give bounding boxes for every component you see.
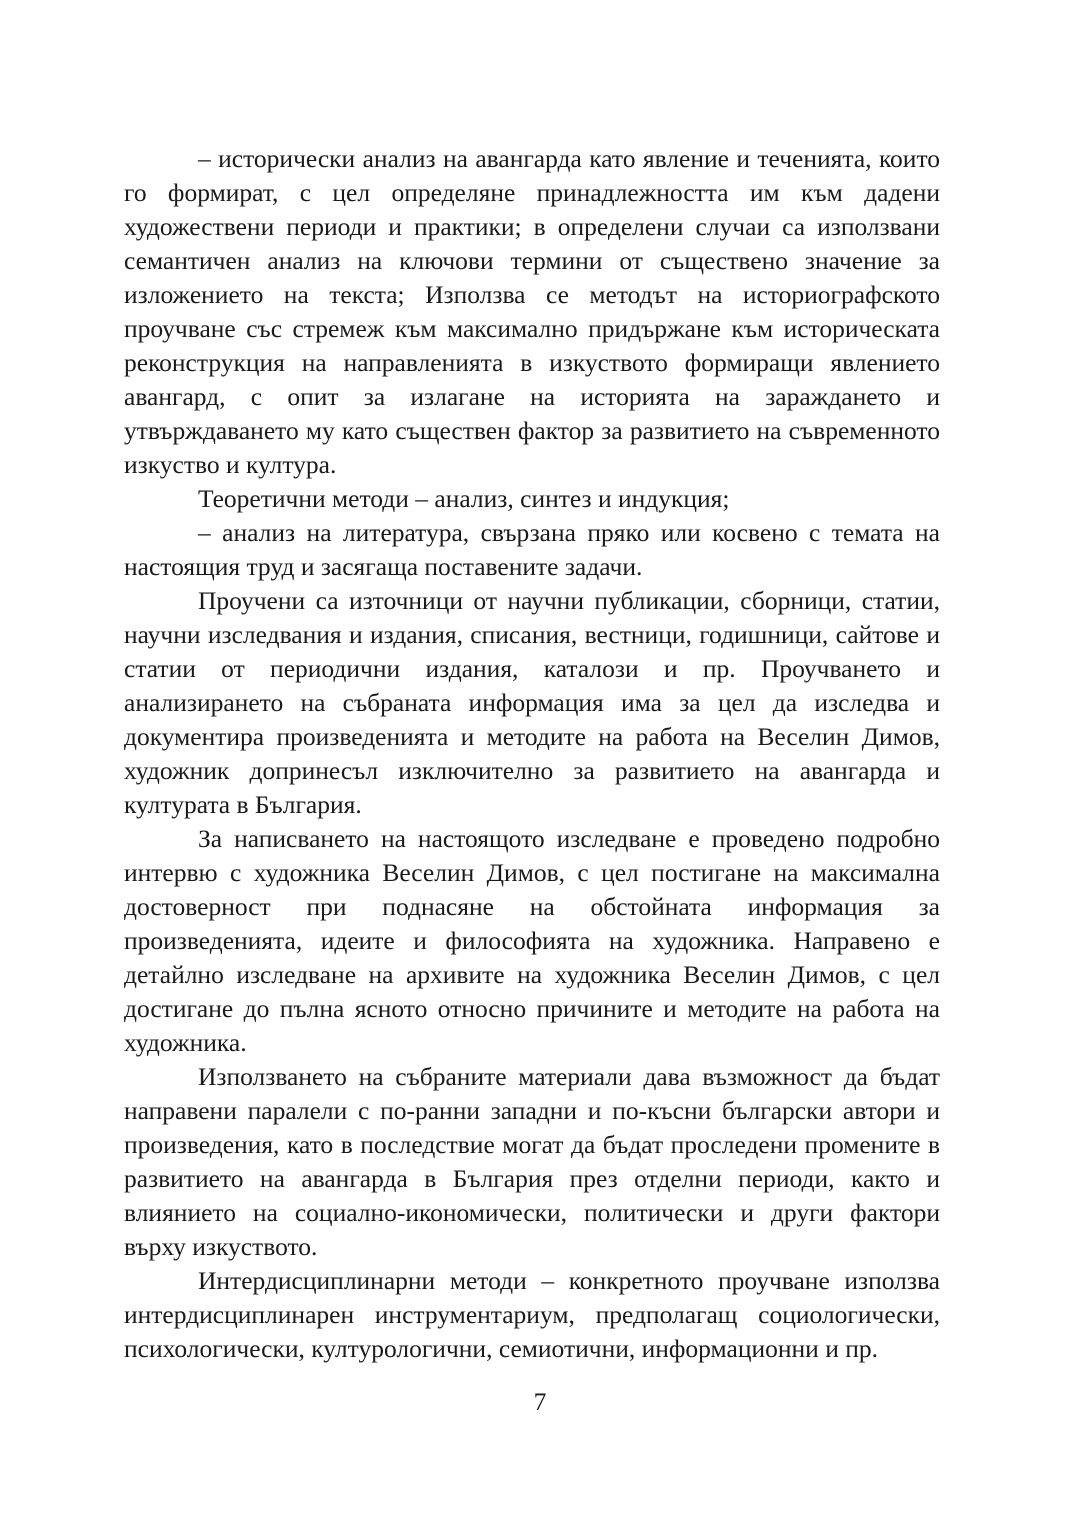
paragraph-literature-analysis: – анализ на литература, свързана пряко или косвено с темата на настоящия труд и засягаща поставените задачи. [124, 518, 940, 581]
page-body [124, 142, 940, 1366]
paragraph-materials-use: Използването на събраните материали дава възможност да бъдат направени паралели с по-ранни западни и по-късни български автори и произведения, като в последствие могат да бъдат проследени промените в развитието на авангарда в България през отделни периоди, както и влиянието на социално-икономически, политически и други фактори върху изкуството. [124, 1062, 940, 1261]
paragraph-historical-analysis: – исторически анализ на авангарда като явление и теченията, които го формират, с цел определяне принадлежността им към дадени художествени периоди и практики; в определени случаи са използвани семантичен анализ на ключови термини от съществено значение за изложението на текста; Използва се методът на историографското проучване със стремеж към максимално придържане към историческата реконструкция на направленията в изкуството формиращи явлението авангард, с опит за излагане на историята на зараждането и утвърждаването му като съществен фактор за развитието на съвременното изкуство и култура. [124, 144, 940, 479]
paragraph-theoretical-methods: Теоретични методи – анализ, синтез и индукция; [198, 484, 730, 513]
paragraph-interdisciplinary-methods: Интердисциплинарни методи – конкретното проучване използва интердисциплинарен инструментариум, предполагащ социологически, психологически, културологични, семиотични, информационни и пр. [124, 1266, 940, 1363]
paragraph-interview: За написването на настоящото изследване е проведено подробно интервю с художника Веселин Димов, с цел постигане на максимална достоверност при поднасяне на обстойната информация за произведенията, идеите и философията на художника. Направено е детайлно изследване на архивите на художника Веселин Димов, с цел достигане до пълна ясното относно причините и методите на работа на художника. [124, 824, 940, 1057]
paragraph-sources-studied: Проучени са източници от научни публикации, сборници, статии, научни изследвания и издания, списания, вестници, годишници, сайтове и статии от периодични издания, каталози и пр. Проучването и анализирането на събраната информация има за цел да изследва и документира произведенията и методите на работа на Веселин Димов, художник допринесъл изключително за развитието на авангарда и културата в България. [124, 586, 940, 819]
page-number: 7 [533, 1387, 547, 1416]
